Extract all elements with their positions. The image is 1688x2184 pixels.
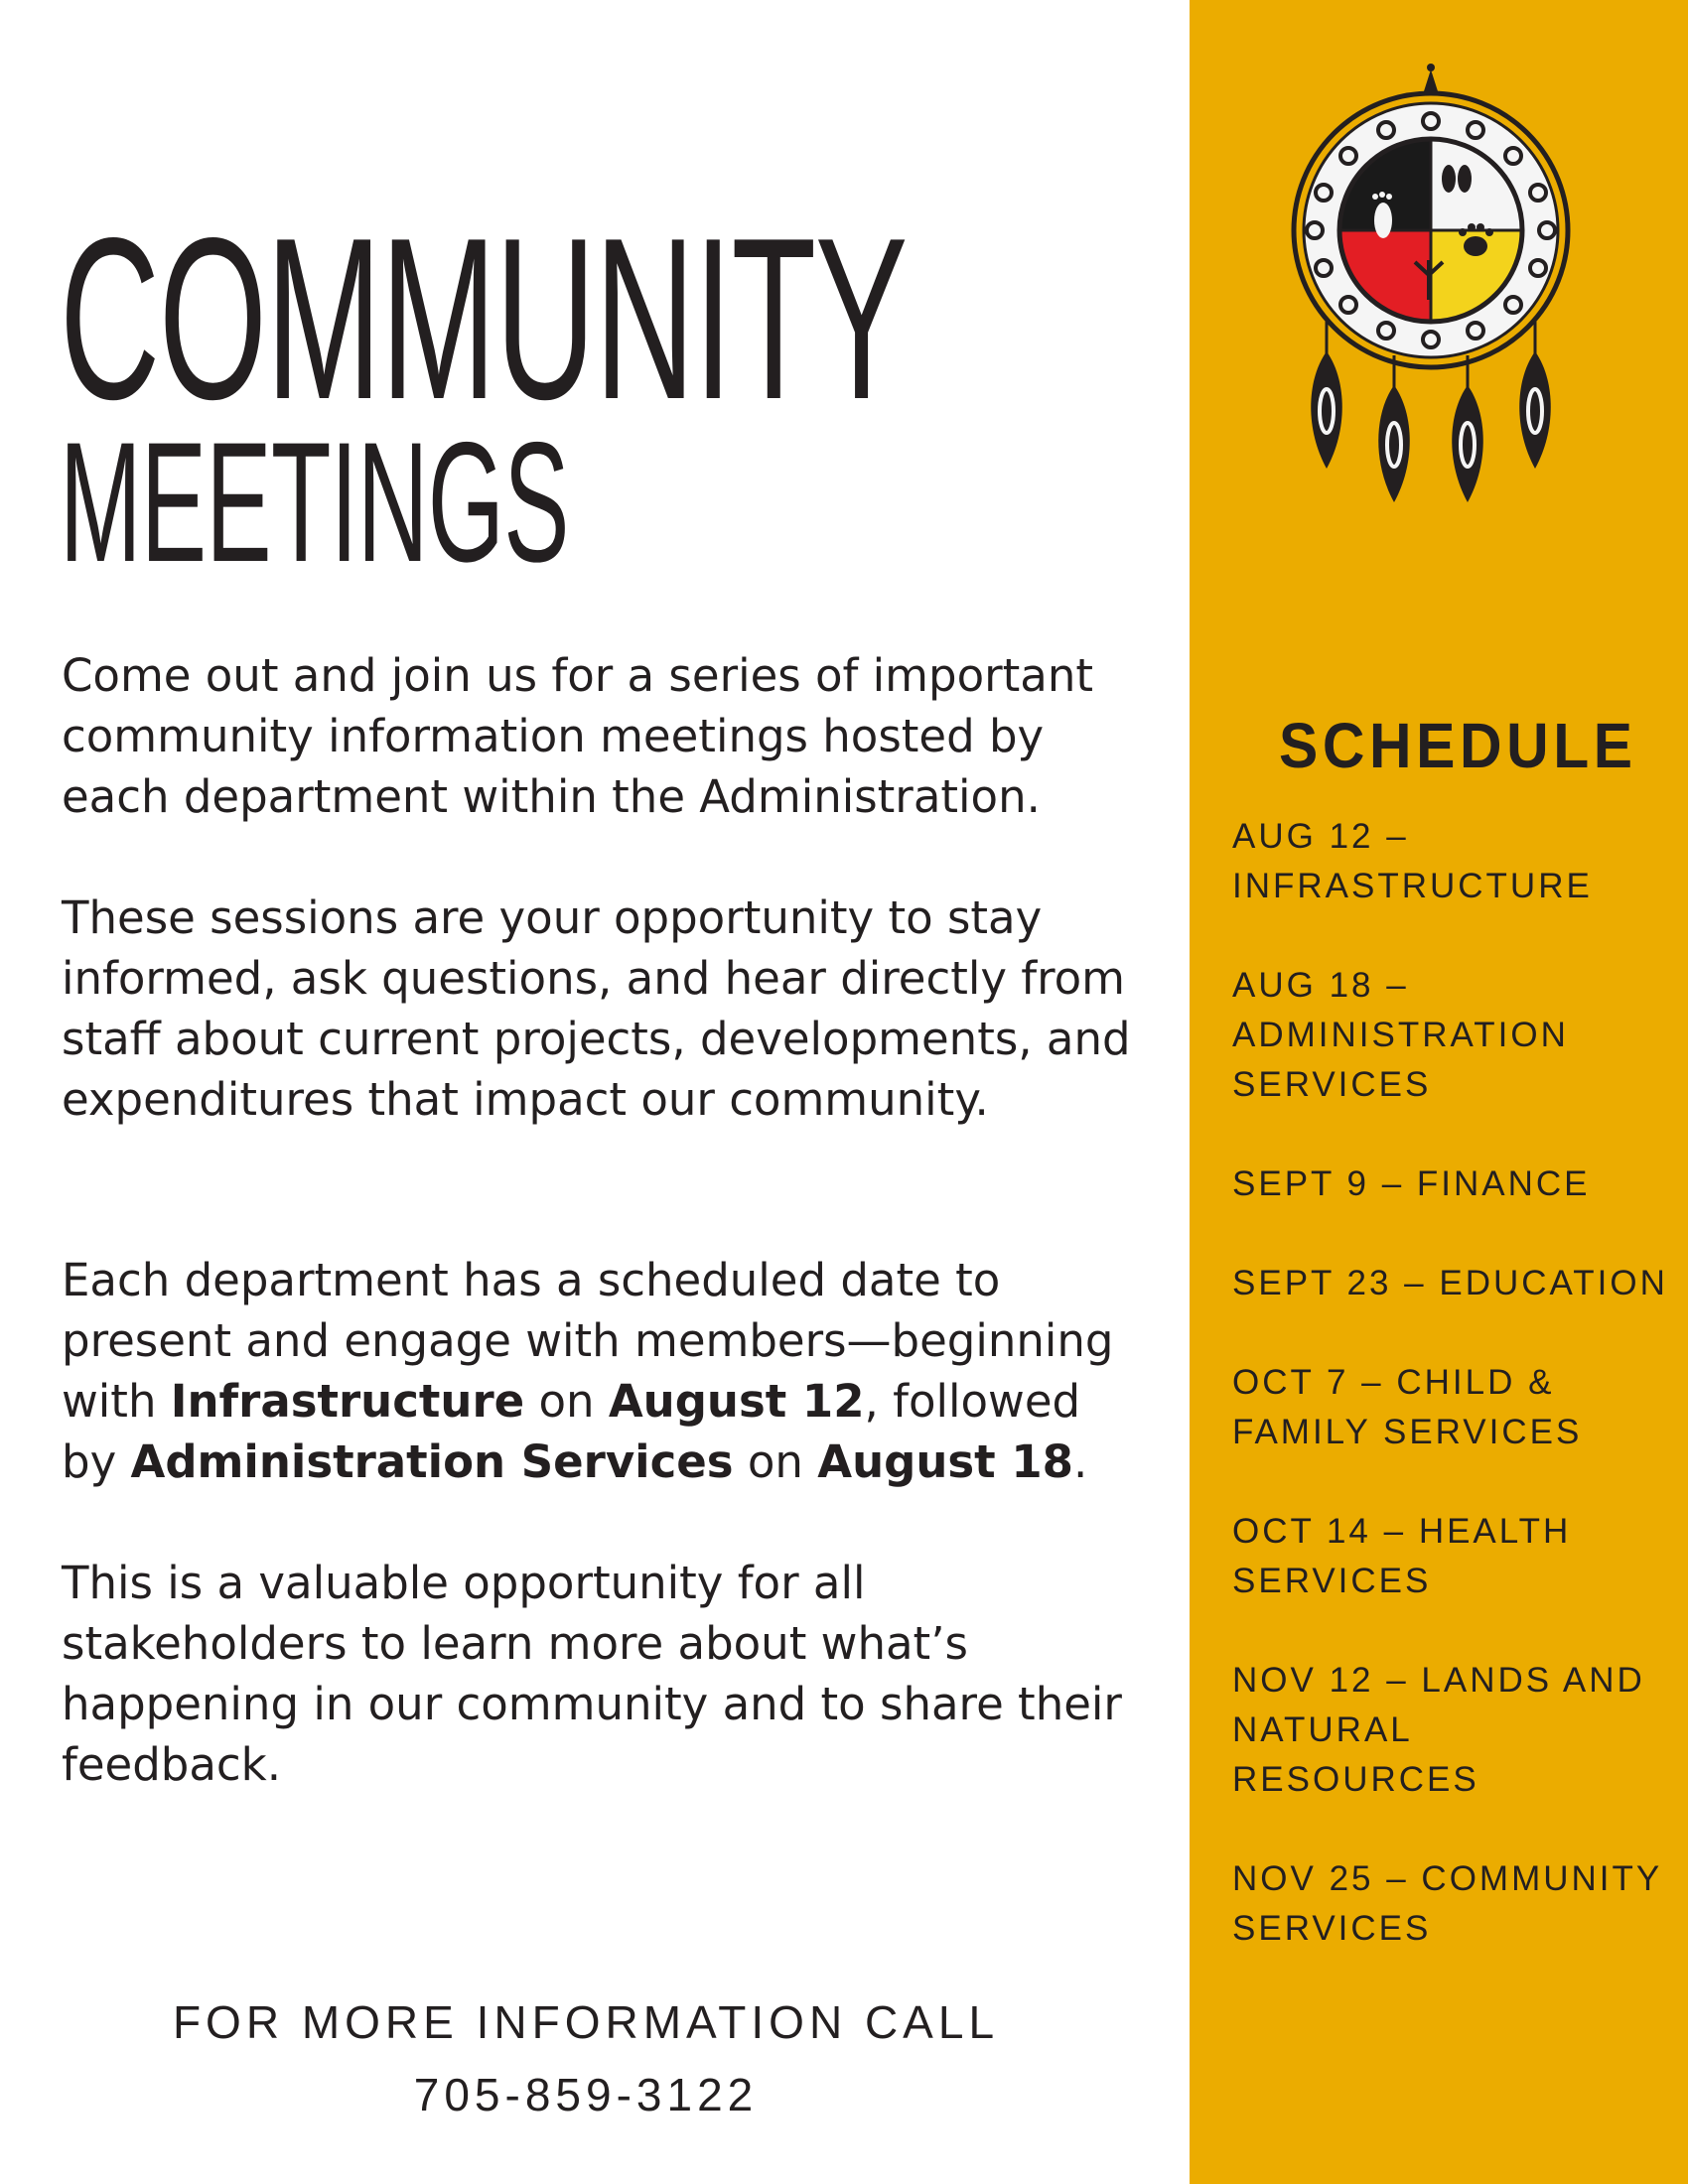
schedule-list	[1232, 812, 1669, 2003]
intro-paragraph-2: These sessions are your opportunity to stay informed, ask questions, and hear directly from staff about current projects, developments, and expenditures that impact our community.	[62, 891, 1131, 1126]
schedule-heading: SCHEDULE	[1279, 710, 1637, 781]
text-span: on	[524, 1375, 609, 1428]
schedule-item: AUG 18 – ADMINISTRATION SERVICES	[1232, 966, 1569, 1104]
text-span: on	[733, 1435, 818, 1488]
page-title-line1: COMMUNITY	[60, 191, 908, 448]
intro-paragraph-3	[62, 1250, 1134, 1492]
contact-label: FOR MORE INFORMATION CALL	[172, 1996, 1000, 2048]
contact-phone[interactable]: 705-859-3122	[413, 2069, 759, 2120]
text-span: , followed by	[62, 1375, 1081, 1488]
intro-paragraph-4: This is a valuable opportunity for all stakeholders to learn more about what’s happening in our community and to share their feedback.	[62, 1557, 1122, 1791]
highlight-administration-services: Administration Services	[130, 1435, 734, 1488]
page-title-line2: MEETINGS	[60, 407, 569, 598]
intro-paragraph-1: Come out and join us for a series of important community information meetings hosted by each department within the Administration.	[62, 649, 1093, 823]
highlight-infrastructure: Infrastructure	[170, 1375, 525, 1428]
schedule-item: OCT 7 – CHILD & FAMILY SERVICES	[1232, 1363, 1583, 1451]
schedule-item: NOV 25 – COMMUNITY SERVICES	[1232, 1859, 1662, 1948]
schedule-item: SEPT 9 – FINANCE	[1232, 1164, 1591, 1203]
text-span: .	[1072, 1435, 1088, 1488]
highlight-date-aug18: August 18	[817, 1435, 1073, 1488]
highlight-date-aug12: August 12	[608, 1375, 865, 1428]
schedule-item: NOV 12 – LANDS AND NATURAL RESOURCES	[1232, 1661, 1645, 1799]
schedule-item: AUG 12 – INFRASTRUCTURE	[1232, 817, 1593, 905]
schedule-item: SEPT 23 – EDUCATION	[1232, 1264, 1668, 1302]
dreamcatcher-medicine-wheel-icon	[1287, 62, 1575, 538]
schedule-item: OCT 14 – HEALTH SERVICES	[1232, 1512, 1572, 1600]
text-span: Each department has a scheduled date to present and engage with members—beginning with	[62, 1254, 1114, 1428]
